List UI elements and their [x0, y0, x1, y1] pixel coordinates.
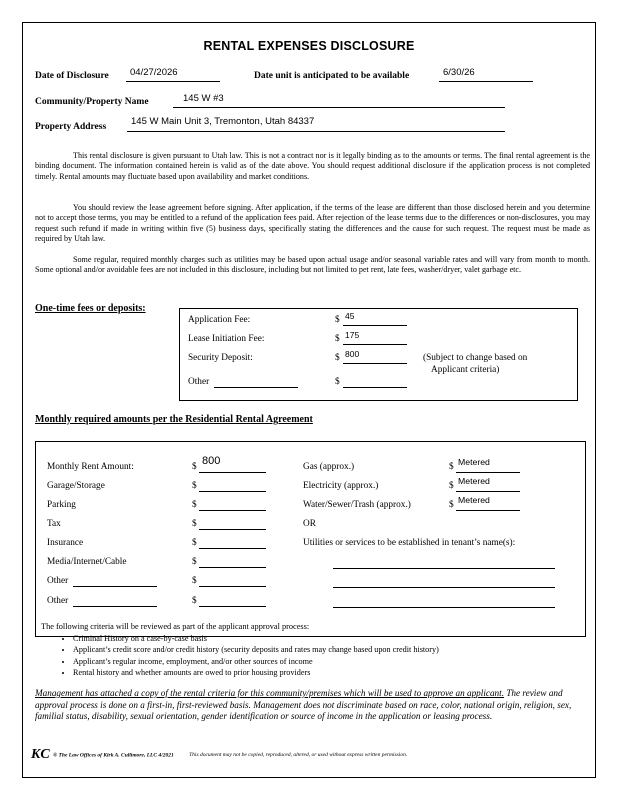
- insurance-line[interactable]: [199, 548, 266, 549]
- lease-initiation-fee-currency: $: [335, 334, 340, 344]
- property-address-line: [127, 131, 505, 132]
- form-title: RENTAL EXPENSES DISCLOSURE: [203, 39, 415, 53]
- gas-line: [456, 472, 520, 473]
- application-fee-label: Application Fee:: [188, 315, 251, 325]
- tenant-utilities-label: Utilities or services to be established in tenant’s name(s):: [303, 538, 516, 548]
- other-monthly-line-2[interactable]: [199, 606, 266, 607]
- monthly-rent-label: Monthly Rent Amount:: [47, 462, 134, 472]
- other-monthly-label-1: Other: [47, 576, 69, 586]
- criteria-item: • Applicant’s credit score and/or credit history (security deposits and rates may change based upon credit history): [73, 644, 439, 655]
- tenant-utility-line-3[interactable]: [333, 607, 555, 608]
- garage-storage-label: Garage/Storage: [47, 481, 105, 491]
- available-date-label: Date unit is anticipated to be available: [254, 71, 410, 81]
- community-name-value[interactable]: 145 W #3: [183, 93, 224, 104]
- paragraph-lease-review: You should review the lease agreement before signing. After application, if the terms of the lease are different than those disclosed herein and you determine not to accept those terms, you may be entitled to a refund of the application fees paid. After rejection of the lease terms due to the differences or non-disclosures, you may request such refund if made in writing within five (5) business days, specifically stating the differences and the cause for such request. The request must be made as required by Utah law.: [35, 203, 590, 244]
- paragraph-variable-charges: Some regular, required monthly charges such as utilities may be based upon actual usage and/or seasonal variable rates and will vary from month to month. Some optional and/or avoidable fees are not included in this disclosure, including but not limited to pet rent, late fees, washer/dryer, valet garbage etc.: [35, 255, 590, 275]
- other-fee-line[interactable]: [343, 387, 407, 388]
- lease-initiation-fee-line: [343, 344, 407, 345]
- application-fee-line: [343, 325, 407, 326]
- other-monthly-currency-2: $: [192, 596, 197, 606]
- tax-line[interactable]: [199, 529, 266, 530]
- electricity-currency: $: [449, 481, 454, 491]
- tax-currency: $: [192, 519, 197, 529]
- criteria-list: [59, 633, 439, 679]
- insurance-label: Insurance: [47, 538, 84, 548]
- firm-name: ® The Law Offices of Kirk A. Cullimore, LLC 4/2021: [53, 752, 174, 759]
- security-deposit-line: [343, 363, 407, 364]
- tenant-utility-line-2[interactable]: [333, 587, 555, 588]
- water-sewer-trash-value[interactable]: Metered: [458, 495, 490, 505]
- subject-to-change-note-line1: (Subject to change based on: [423, 353, 528, 363]
- other-fee-label: Other: [188, 377, 210, 387]
- available-date-value[interactable]: 6/30/26: [443, 67, 475, 78]
- non-discrimination-disclaimer: [35, 688, 585, 723]
- security-deposit-label: Security Deposit:: [188, 353, 253, 363]
- community-name-label: Community/Property Name: [35, 97, 149, 107]
- application-fee-currency: $: [335, 315, 340, 325]
- or-text: OR: [303, 519, 316, 529]
- monthly-rent-value[interactable]: 800: [202, 455, 221, 467]
- parking-label: Parking: [47, 500, 76, 510]
- security-deposit-value[interactable]: 800: [345, 349, 360, 359]
- property-address-label: Property Address: [35, 122, 107, 132]
- application-fee-value[interactable]: 45: [345, 311, 355, 321]
- insurance-currency: $: [192, 538, 197, 548]
- gas-value[interactable]: Metered: [458, 457, 490, 467]
- garage-storage-line[interactable]: [199, 491, 266, 492]
- date-of-disclosure-value[interactable]: 04/27/2026: [130, 67, 178, 78]
- media-internet-cable-line[interactable]: [199, 567, 266, 568]
- monthly-rent-currency: $: [192, 462, 197, 472]
- other-monthly-name-line-2[interactable]: [73, 606, 157, 607]
- available-date-line: [439, 81, 533, 82]
- criteria-item: • Rental history and whether amounts are owed to prior housing providers: [73, 667, 439, 678]
- gas-currency: $: [449, 462, 454, 472]
- other-fee-name-line[interactable]: [214, 387, 298, 388]
- community-name-line: [173, 107, 505, 108]
- other-fee-currency: $: [335, 377, 340, 387]
- footer: [31, 747, 407, 763]
- water-sewer-trash-currency: $: [449, 500, 454, 510]
- other-monthly-line-1[interactable]: [199, 586, 266, 587]
- other-monthly-name-line-1[interactable]: [73, 586, 157, 587]
- parking-line[interactable]: [199, 510, 266, 511]
- lease-initiation-fee-label: Lease Initiation Fee:: [188, 334, 265, 344]
- electricity-label: Electricity (approx.): [303, 481, 379, 491]
- subject-to-change-note-line2: Applicant criteria): [431, 365, 500, 375]
- electricity-line: [456, 491, 520, 492]
- monthly-amounts-heading: Monthly required amounts per the Residential Rental Agreement: [35, 414, 313, 425]
- criteria-item: • Criminal History on a case-by-case basis: [73, 633, 439, 644]
- disclaimer-underlined: Management has attached a copy of the rental criteria for this community/premises which will be used to approve an applicant.: [35, 688, 505, 698]
- monthly-rent-line: [199, 472, 266, 473]
- garage-storage-currency: $: [192, 481, 197, 491]
- lease-initiation-fee-value[interactable]: 175: [345, 330, 360, 340]
- tax-label: Tax: [47, 519, 61, 529]
- media-internet-cable-label: Media/Internet/Cable: [47, 557, 127, 567]
- firm-logo: KC: [31, 747, 50, 762]
- criteria-intro: The following criteria will be reviewed as part of the applicant approval process:: [41, 622, 310, 631]
- security-deposit-currency: $: [335, 353, 340, 363]
- other-monthly-label-2: Other: [47, 596, 69, 606]
- media-internet-cable-currency: $: [192, 557, 197, 567]
- paragraph-legal-notice: This rental disclosure is given pursuant to Utah law. This is not a contract nor is it legally binding as to the amounts or terms. The final rental agreement is the binding document. The information contained herein is valid as of the date above. You should request additional disclosure if the application process is not completed timely. Rental amounts may fluctuate based upon availability and market conditions.: [35, 151, 590, 181]
- date-of-disclosure-line: [126, 81, 220, 82]
- copyright-notice: This document may not be copied, reproduced, altered, or used without express written permission.: [189, 752, 408, 759]
- gas-label: Gas (approx.): [303, 462, 355, 472]
- property-address-value[interactable]: 145 W Main Unit 3, Tremonton, Utah 84337: [131, 116, 315, 127]
- one-time-fees-heading: One-time fees or deposits:: [35, 303, 146, 314]
- disclaimer-rest: The review and approval process is done on a first-in, first-reviewed basis. Management does not discriminate based on race, color, national origin, religion, sex, familial status, disability, sexual orientation, gender identification or source of income in the application or leasing process.: [35, 688, 572, 722]
- electricity-value[interactable]: Metered: [458, 476, 490, 486]
- parking-currency: $: [192, 500, 197, 510]
- other-monthly-currency-1: $: [192, 576, 197, 586]
- water-sewer-trash-line: [456, 510, 520, 511]
- disclosure-form: [22, 22, 596, 778]
- date-of-disclosure-label: Date of Disclosure: [35, 71, 109, 81]
- criteria-item: • Applicant’s regular income, employment, and/or other sources of income: [73, 656, 439, 667]
- water-sewer-trash-label: Water/Sewer/Trash (approx.): [303, 500, 411, 510]
- tenant-utility-line-1[interactable]: [333, 568, 555, 569]
